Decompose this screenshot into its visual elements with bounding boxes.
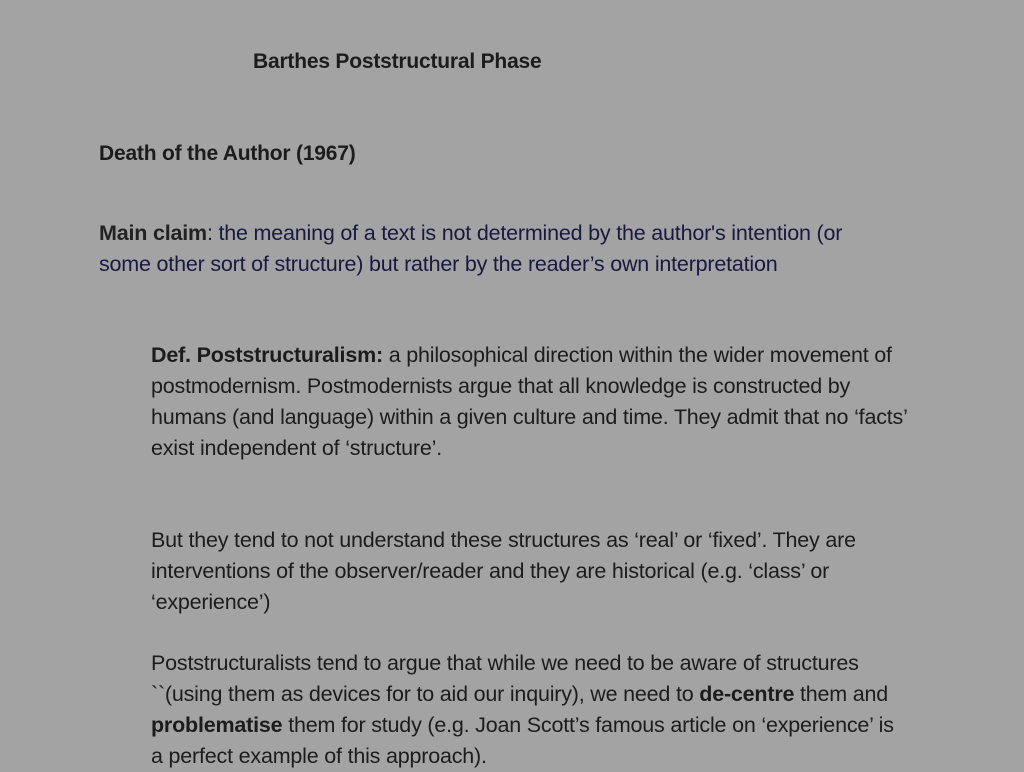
poststructuralists-text-1: Poststructuralists tend to argue that while we need to be aware of structures ``(using them as devices for to aid our inquiry), we need to xyxy=(151,651,859,706)
main-claim-paragraph xyxy=(99,218,899,280)
problematise-term: problematise xyxy=(151,713,283,737)
main-claim-text: : the meaning of a text is not determined by the author's intention (or some other sort of structure) but rather by the reader’s own interpretation xyxy=(99,221,843,276)
slide-title: Barthes Poststructural Phase xyxy=(253,50,542,73)
poststructuralists-paragraph xyxy=(151,648,911,772)
slide-subtitle: Death of the Author (1967) xyxy=(99,142,356,165)
main-claim-label: Main claim xyxy=(99,221,207,245)
definition-text: a philosophical direction within the wider movement of postmodernism. Postmodernists argue that all knowledge is constructed by humans (and language) within a given culture and time. They admit that no ‘facts’ exist independent of ‘structure’. xyxy=(151,343,907,460)
definition-paragraph xyxy=(151,340,911,464)
definition-term: Def. Poststructuralism: xyxy=(151,343,383,367)
poststructuralists-text-3: them for study (e.g. Joan Scott’s famous article on ‘experience’ is a perfect example of this approach). xyxy=(151,713,894,768)
decentre-term: de-centre xyxy=(699,682,795,706)
structures-paragraph: But they tend to not understand these structures as ‘real’ or ‘fixed’. They are interventions of the observer/reader and they are historical (e.g. ‘class’ or ‘experience’) xyxy=(151,528,856,614)
poststructuralists-text-2: them and xyxy=(794,682,889,706)
